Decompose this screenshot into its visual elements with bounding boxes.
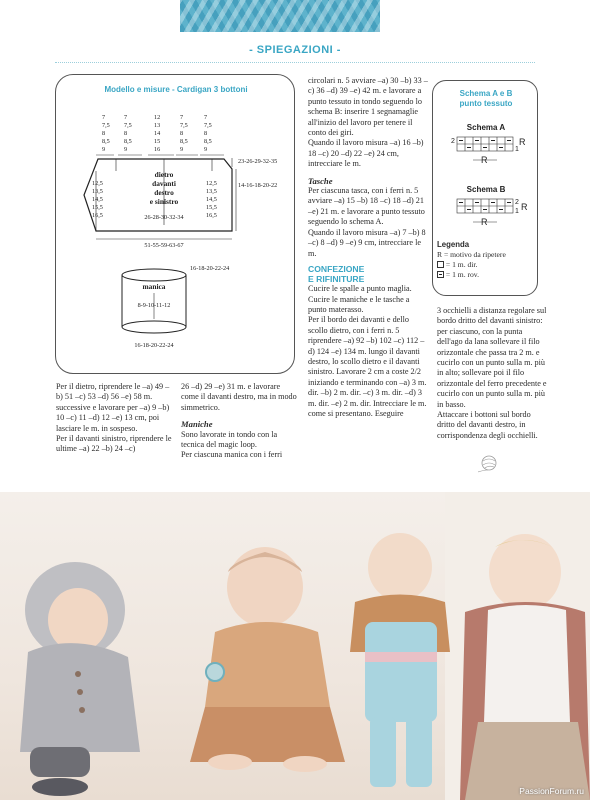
- sleeve-label: manica: [142, 282, 166, 291]
- legend-purl: = 1 m. rov.: [445, 270, 480, 279]
- text-column-1: [56, 382, 174, 455]
- col2-para-2: Sono lavorate in tondo con la tecnica del magic loop.: [181, 429, 278, 450]
- top-col-4-0: 7: [180, 114, 184, 121]
- top-col-3-1: 13: [154, 122, 161, 129]
- babies-photo: [0, 492, 590, 800]
- schema-a-row-2: 2: [451, 138, 455, 145]
- text-column-3: [308, 76, 428, 419]
- left-measure-column: [92, 180, 103, 219]
- schema-a-r-right: R: [519, 137, 526, 147]
- diagram-title: Modello e misure - Cardigan 3 bottoni: [104, 85, 248, 94]
- left-col-3: 15,5: [92, 204, 103, 211]
- body-label-0: dietro: [154, 170, 174, 179]
- col3-para-3: Per ciascuna tasca, con i ferri n. 5 avviare –a) 15 –b) 18 –c) 18 –d) 21 –e) 21 m. e lavorare a punto tessuto seguendo lo schema A.: [308, 186, 425, 227]
- inner-right-measure-column: [206, 180, 217, 219]
- top-col-4-3: 8,5: [180, 138, 188, 145]
- schema-a-row-1: 1: [515, 146, 519, 153]
- schema-a-label: Schema A: [466, 123, 506, 132]
- text-column-4: [437, 306, 549, 441]
- left-col-0: 12,5: [92, 180, 103, 187]
- text-column-2: [181, 382, 297, 461]
- body-label-2: destro: [154, 188, 174, 197]
- inner-col-4: 16,5: [206, 212, 217, 219]
- cardigan-schematic: [56, 75, 296, 375]
- left-col-4: 16,5: [92, 212, 103, 219]
- top-col-1-1: 7,5: [102, 122, 110, 129]
- schema-b-label: Schema B: [466, 185, 506, 194]
- top-col-3-4: 16: [154, 146, 161, 153]
- section-title: - SPIEGAZIONI -: [249, 44, 341, 56]
- top-col-3-0: 12: [154, 114, 161, 121]
- top-col-1-2: 8: [102, 130, 106, 137]
- top-col-5-0: 7: [204, 114, 208, 121]
- inner-col-2: 14,5: [206, 196, 217, 203]
- legend-purl-row: [437, 270, 506, 280]
- top-col-2-1: 7,5: [124, 122, 132, 129]
- legend-title: Legenda: [437, 240, 470, 249]
- col1-para-2: Per il davanti sinistro, riprendere le ultime –a) 22 –b) 24 –c): [56, 434, 172, 454]
- schema-b-grid: [457, 199, 513, 213]
- sleeve-top: 16-18-20-22-24: [190, 265, 230, 272]
- hem-width: 26-28-30-32-34: [144, 214, 184, 221]
- baby-orange-sweater: [190, 547, 345, 772]
- legend-repeat: R = motivo da ripetere: [437, 250, 506, 259]
- col3-heading-rifiniture: E RIFINITURE: [308, 273, 365, 284]
- legend-knit: = 1 m. dir.: [445, 260, 478, 269]
- top-col-5-1: 7,5: [204, 122, 212, 129]
- top-col-5-2: 8: [204, 130, 208, 137]
- watermark: PassionForum.ru: [519, 786, 584, 796]
- top-col-1-3: 8,5: [102, 138, 110, 145]
- purl-square-icon: [437, 271, 444, 278]
- schema-b-row-1: 1: [515, 208, 519, 215]
- col3-para-1: circolari n. 5 avviare –a) 30 –b) 33 –c) 36 –d) 39 –e) 42 m. e lavorare a punto tessuto in tondo seguendo lo schema B: inserire 1 segnamaglie all'inizio del lavoro per tenere il conto dei giri.: [308, 76, 428, 138]
- schema-b-r-right: R: [521, 202, 528, 212]
- schema-subtitle: punto tessuto: [459, 99, 513, 108]
- schema-b-row-2: 2: [515, 199, 519, 206]
- top-col-5-3: 8,5: [204, 138, 212, 145]
- col3-para-4: Quando il lavoro misura –a) 7 –b) 8 –c) 8 –d) 9 –e) 9 cm, intrecciare le m.: [308, 227, 426, 258]
- top-col-4-2: 8: [180, 130, 184, 137]
- col2-para-1: 26 –d) 29 –e) 31 m. e lavorare come il davanti destro, ma in modo simmetrico.: [181, 382, 297, 412]
- top-col-4-4: 9: [180, 146, 184, 153]
- col3-heading-confezione: CONFEZIONE: [308, 263, 365, 274]
- top-col-3-3: 15: [154, 138, 161, 145]
- knit-swatch-image: [180, 0, 380, 32]
- col4-para-1: 3 occhielli a distanza regolare sul bordo dritto del davanti sinistro: per ciascuno, con la punta dell'ago da lana sollevare il filo orizzontale che passa tra 2 m. e cucirlo con un punto sulla m. più in alto; sollevare poi il filo orizzontale del ferro precedente e cucirlo con un punto sulla m. più in basso.: [437, 306, 547, 409]
- inner-col-1: 13,5: [206, 188, 217, 195]
- col3-subheading-tasche: Tasche: [308, 175, 333, 186]
- schema-a-r-bottom: R: [481, 155, 488, 165]
- col2-subheading-maniche: Maniche: [181, 419, 213, 430]
- baby-white-vest: [460, 534, 590, 800]
- top-col-1-0: 7: [102, 114, 106, 121]
- col4-para-2: Attaccare i bottoni sul bordo dritto del davanti destro, in corrispondenza degli occhielli.: [437, 410, 538, 440]
- baby-blue-overalls: [350, 533, 450, 787]
- schema-b-r-bottom: R: [481, 217, 488, 227]
- right-top-measure: 23-26-29-32-35: [238, 158, 278, 165]
- knit-square-icon: [437, 261, 444, 268]
- left-col-1: 13,5: [92, 188, 103, 195]
- col3-para-5: Cucire le spalle a punto maglia.: [308, 284, 412, 294]
- body-label: [150, 170, 179, 206]
- top-col-5-4: 9: [204, 146, 208, 153]
- top-col-4-1: 7,5: [180, 122, 188, 129]
- sleeve-length: 8-9-10-11-12: [137, 302, 171, 309]
- col3-para-7: Per il bordo dei davanti e dello scollo dietro, con i ferri n. 5 riprendere –a) 92 –b) 102 –c) 112 –d) 124 –e) 134 m. lungo il davanti destro, lo scollo dietro e il davanti sinistro. Lavorare 2 cm a coste 2/2 iniziando e terminando con –a) 3 m. dir. –b) 2 m. dir. –c) 3 m. dir. –d) 3 m. dir. –e) 2 m. dir. Intrecciare le m. come si presentano. Eseguire: [308, 315, 427, 418]
- legend-knit-row: [437, 260, 506, 270]
- inner-col-3: 15,5: [206, 204, 217, 211]
- inner-col-0: 12,5: [206, 180, 217, 187]
- left-col-2: 14,5: [92, 196, 103, 203]
- top-col-2-4: 9: [124, 146, 128, 153]
- body-label-1: davanti: [152, 179, 176, 188]
- title-divider: [55, 62, 535, 63]
- schema-legend: [437, 240, 506, 280]
- top-col-2-3: 8,5: [124, 138, 132, 145]
- bottom-width: 51-55-59-63-67: [144, 242, 184, 249]
- top-measure-columns: [102, 114, 212, 153]
- col3-para-6: Cucire le maniche e le tasche a punto materasso.: [308, 294, 410, 314]
- sleeve-bottom: 16-18-20-22-24: [134, 342, 174, 349]
- schema-title: Schema A e B: [459, 89, 513, 98]
- babies-illustration: [0, 492, 590, 800]
- schema-a-grid: [457, 137, 513, 151]
- baby-grey-cardigan: [20, 562, 140, 796]
- col2-para-3: Per ciascuna manica con i ferri: [181, 450, 283, 460]
- yarn-ball-icon: [478, 452, 500, 474]
- top-col-2-0: 7: [124, 114, 128, 121]
- col3-para-2: Quando il lavoro misura –a) 16 –b) 18 –c) 20 –d) 22 –e) 24 cm, intrecciare le m.: [308, 138, 424, 169]
- body-label-3: e sinistro: [149, 197, 179, 206]
- col1-para-1: Per il dietro, riprendere le –a) 49 –b) 51 –c) 53 –d) 56 –e) 58 m. successive e lavorare per –a) 9 –b) 10 –c) 11 –d) 12 –e) 13 cm, poi lasciare le m. in sospeso.: [56, 382, 170, 433]
- top-col-1-4: 9: [102, 146, 106, 153]
- measurements-diagram: [55, 74, 295, 374]
- right-side-measure: 14-16-18-20-22: [238, 182, 278, 189]
- top-col-3-2: 14: [154, 130, 161, 137]
- top-col-2-2: 8: [124, 130, 128, 137]
